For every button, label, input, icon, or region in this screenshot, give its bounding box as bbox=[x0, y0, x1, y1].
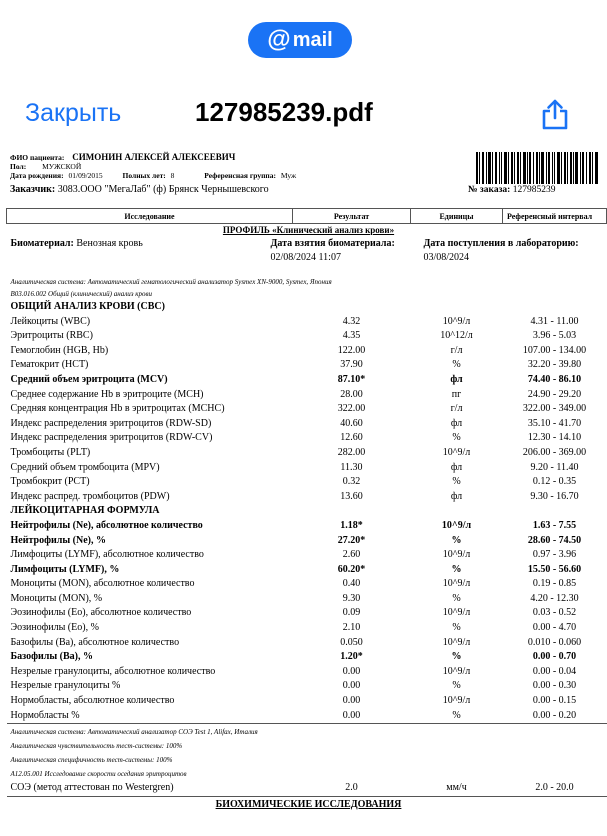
test-name-cell: Нейтрофилы (Ne), % bbox=[10, 534, 106, 546]
ref-cell: 1.63 - 7.55 bbox=[532, 519, 577, 531]
ref-cell: 3.96 - 5.03 bbox=[532, 330, 577, 342]
header-result: Результат bbox=[293, 209, 411, 224]
order-label: № заказа: bbox=[468, 185, 511, 195]
units-cell: г/л bbox=[450, 403, 463, 415]
result-cell: 28.00 bbox=[340, 388, 363, 400]
ref-cell: 4.20 - 12.30 bbox=[530, 592, 579, 604]
section-diff-title: ЛЕЙКОЦИТАРНАЯ ФОРМУЛА bbox=[10, 505, 160, 517]
table-row bbox=[7, 548, 607, 563]
result-cell: 0.00 bbox=[342, 665, 361, 677]
mail-at-icon: @ bbox=[267, 26, 291, 53]
test-name-cell: Нормобласты, абсолютное количество bbox=[10, 695, 175, 707]
result-cell: 87.10* bbox=[337, 373, 366, 385]
table-row bbox=[7, 431, 607, 446]
ref-cell: 0.00 - 0.30 bbox=[532, 680, 577, 692]
table-row bbox=[7, 373, 607, 388]
table-row bbox=[7, 665, 607, 680]
test-name-cell: Нейтрофилы (Ne), абсолютное количество bbox=[10, 519, 203, 531]
patient-fio: СИМОНИН АЛЕКСЕЙ АЛЕКСЕЕВИЧ bbox=[72, 152, 236, 162]
patient-fio-line bbox=[10, 152, 235, 162]
taken-value: 02/08/2024 11:07 bbox=[270, 252, 341, 263]
units-cell: 10^12/л bbox=[440, 330, 473, 342]
units-cell: % bbox=[451, 651, 462, 663]
received-label: Дата поступления в лабораторию: bbox=[423, 238, 579, 249]
test-name-cell: Тромбоциты (PLT) bbox=[10, 446, 91, 458]
mail-pill-container bbox=[0, 22, 600, 58]
table-row bbox=[7, 577, 607, 592]
table-row bbox=[7, 534, 607, 549]
test-name-cell: Средний объем эритроцита (MCV) bbox=[10, 373, 168, 385]
table-row bbox=[7, 694, 607, 709]
table-row bbox=[7, 592, 607, 607]
ref-cell: 35.10 - 41.70 bbox=[527, 417, 582, 429]
table-row bbox=[7, 329, 607, 344]
test-name-cell: Эритроциты (RBC) bbox=[10, 330, 93, 342]
units-cell: 10^9/л bbox=[442, 446, 471, 458]
sensitivity-note: Аналитическая чувствительность тест-системы: 100% bbox=[10, 742, 183, 751]
pdf-document bbox=[0, 150, 600, 836]
units-cell: фл bbox=[450, 417, 463, 429]
biomaterial-row bbox=[7, 237, 607, 266]
esr-units: мм/ч bbox=[446, 782, 467, 794]
analyzer-note-1: Аналитическая система: Автоматический гематологический анализатор Sysmex XN-9000, Sysmex, Япония bbox=[10, 278, 332, 286]
esr-result: 2.0 bbox=[345, 782, 358, 794]
ref-cell: 0.97 - 3.96 bbox=[532, 549, 577, 561]
order-number-line bbox=[468, 185, 555, 195]
mail-logo-label: mail bbox=[292, 28, 333, 51]
ref-cell: 74.40 - 86.10 bbox=[527, 373, 582, 385]
customer-value: 3083.ООО "МегаЛаб" (ф) Брянск Чернышевского bbox=[57, 184, 269, 195]
header-units: Единицы bbox=[411, 209, 503, 224]
units-cell: % bbox=[452, 476, 461, 488]
viewer-nav-bar bbox=[0, 96, 600, 136]
test-name-cell: Незрелые гранулоциты, абсолютное количество bbox=[10, 665, 216, 677]
table-row bbox=[7, 402, 607, 417]
units-cell: 10^9/л bbox=[442, 315, 471, 327]
biomaterial-label: Биоматериал: bbox=[10, 238, 74, 249]
esr-row bbox=[7, 781, 607, 796]
ref-cell: 9.20 - 11.40 bbox=[530, 461, 579, 473]
units-cell: % bbox=[452, 622, 461, 634]
result-cell: 0.32 bbox=[342, 476, 361, 488]
header-ref: Референсный интервал bbox=[503, 209, 607, 224]
header-test: Исследование bbox=[7, 209, 293, 224]
result-cell: 11.30 bbox=[340, 461, 363, 473]
share-icon[interactable] bbox=[540, 98, 570, 130]
result-cell: 1.18* bbox=[340, 519, 363, 531]
result-cell: 0.09 bbox=[342, 607, 361, 619]
test-name-cell: Лимфоциты (LYMF), абсолютное количество bbox=[10, 549, 204, 561]
ref-cell: 0.00 - 0.20 bbox=[532, 709, 577, 721]
table-row bbox=[7, 344, 607, 359]
section-cbc-title: ОБЩИЙ АНАЛИЗ КРОВИ (CBC) bbox=[10, 301, 165, 312]
table-row bbox=[7, 490, 607, 505]
table-row bbox=[7, 417, 607, 432]
table-row bbox=[7, 621, 607, 636]
ref-cell: 0.00 - 0.70 bbox=[532, 651, 577, 663]
biomaterial-dates bbox=[270, 237, 607, 266]
sex-label: Пол: bbox=[10, 162, 27, 171]
ref-cell: 4.31 - 11.00 bbox=[530, 315, 579, 327]
test-name-cell: Нормобласты % bbox=[10, 709, 80, 721]
result-cell: 1.20* bbox=[340, 651, 363, 663]
units-cell: 10^9/л bbox=[442, 636, 471, 648]
units-cell: % bbox=[452, 680, 461, 692]
test-name-cell: Индекс распределения эритроцитов (RDW-CV) bbox=[10, 432, 213, 444]
ref-cell: 15.50 - 56.60 bbox=[527, 563, 582, 575]
table-row bbox=[7, 315, 607, 330]
units-cell: фл bbox=[450, 490, 463, 502]
fio-label: ФИО пациента: bbox=[10, 153, 65, 162]
units-cell: 10^9/л bbox=[442, 578, 471, 590]
patient-sex-line bbox=[10, 162, 81, 171]
table-row bbox=[7, 563, 607, 578]
table-row bbox=[7, 636, 607, 651]
result-cell: 0.40 bbox=[342, 578, 361, 590]
patient-dob: 01/09/2015 bbox=[68, 171, 103, 180]
file-name-title: 127985239.pdf bbox=[195, 97, 373, 127]
result-cell: 0.00 bbox=[342, 695, 361, 707]
ref-cell: 32.20 - 39.80 bbox=[527, 359, 582, 371]
patient-dob-line bbox=[10, 171, 296, 180]
received-value: 03/08/2024 bbox=[423, 252, 470, 263]
test-name-cell: Гемоглобин (HGB, Hb) bbox=[10, 344, 109, 356]
test-name-cell: Тромбокрит (PCT) bbox=[10, 476, 90, 488]
ref-group-label: Референсная группа: bbox=[204, 171, 276, 180]
units-cell: 10^9/л bbox=[442, 695, 471, 707]
test-name-cell: Эозинофилы (Eo), % bbox=[10, 622, 99, 634]
test-name-cell: Незрелые гранулоциты % bbox=[10, 680, 121, 692]
age-label: Полных лет: bbox=[122, 171, 166, 180]
table-row bbox=[7, 679, 607, 694]
units-cell: % bbox=[451, 563, 462, 575]
result-cell: 0.050 bbox=[340, 636, 363, 648]
close-button[interactable]: Закрыть bbox=[25, 99, 122, 127]
units-cell: % bbox=[451, 534, 462, 546]
ref-cell: 0.00 - 0.15 bbox=[532, 695, 577, 707]
ref-cell: 24.90 - 29.20 bbox=[527, 388, 582, 400]
result-cell: 0.00 bbox=[342, 680, 361, 692]
ref-cell: 12.30 - 14.10 bbox=[527, 432, 582, 444]
ref-cell: 107.00 - 134.00 bbox=[522, 344, 587, 356]
table-header-row bbox=[7, 209, 607, 224]
specificity-note: Аналитическая специфичность тест-системы: 100% bbox=[10, 756, 173, 765]
test-name-cell: Индекс распределения эритроцитов (RDW-SD) bbox=[10, 417, 212, 429]
test-code-2: A12.05.001 Исследование скорости оседания эритроцитов bbox=[10, 770, 187, 779]
result-cell: 9.30 bbox=[342, 592, 361, 604]
test-name-cell: Моноциты (MON), абсолютное количество bbox=[10, 578, 195, 590]
test-name-cell: Эозинофилы (Eo), абсолютное количество bbox=[10, 607, 192, 619]
table-row bbox=[7, 461, 607, 476]
ref-cell: 322.00 - 349.00 bbox=[522, 403, 587, 415]
units-cell: 10^9/л bbox=[442, 549, 471, 561]
table-row bbox=[7, 606, 607, 621]
ref-cell: 0.12 - 0.35 bbox=[532, 476, 577, 488]
result-cell: 0.00 bbox=[342, 709, 361, 721]
table-row bbox=[7, 358, 607, 373]
units-cell: % bbox=[452, 592, 461, 604]
table-row bbox=[7, 475, 607, 490]
test-name-cell: Средний объем тромбоцита (MPV) bbox=[10, 461, 160, 473]
customer-label: Заказчик: bbox=[10, 184, 56, 195]
biomaterial-value: Венозная кровь bbox=[76, 238, 143, 249]
units-cell: % bbox=[452, 709, 461, 721]
mail-logo-pill bbox=[248, 22, 352, 58]
units-cell: г/л bbox=[450, 344, 463, 356]
test-name-cell: Гематокрит (HCT) bbox=[10, 359, 89, 371]
cbc-rows bbox=[7, 315, 607, 505]
units-cell: 10^9/л bbox=[442, 665, 471, 677]
units-cell: 10^9/л bbox=[442, 607, 471, 619]
test-name-cell: Индекс распред. тромбоцитов (PDW) bbox=[10, 490, 170, 502]
ref-cell: 0.19 - 0.85 bbox=[532, 578, 577, 590]
diff-rows bbox=[7, 519, 607, 724]
patient-sex: МУЖСКОЙ bbox=[42, 162, 82, 171]
table-row bbox=[7, 519, 607, 534]
ref-cell: 9.30 - 16.70 bbox=[530, 490, 579, 502]
units-cell: 10^9/л bbox=[441, 519, 472, 531]
result-cell: 2.60 bbox=[342, 549, 361, 561]
ref-cell: 206.00 - 369.00 bbox=[522, 446, 587, 458]
units-cell: % bbox=[452, 359, 461, 371]
result-cell: 13.60 bbox=[340, 490, 363, 502]
table-row bbox=[7, 709, 607, 724]
order-number: 127985239 bbox=[512, 185, 556, 195]
test-name-cell: Базофилы (Ba), абсолютное количество bbox=[10, 636, 180, 648]
biomaterial-cell bbox=[7, 237, 293, 266]
test-name-cell: Лейкоциты (WBC) bbox=[10, 315, 91, 327]
result-cell: 27.20* bbox=[337, 534, 366, 546]
test-name-cell: Средняя концентрация Hb в эритроцитах (MCHC) bbox=[10, 403, 225, 415]
table-row bbox=[7, 650, 607, 665]
test-name-cell: Лимфоциты (LYMF), % bbox=[10, 563, 120, 575]
ref-cell: 0.00 - 0.04 bbox=[532, 665, 577, 677]
units-cell: пг bbox=[451, 388, 462, 400]
test-code-1: B03.016.002 Общий (клинический) анализ крови bbox=[10, 290, 153, 298]
section-biochem-title: БИОХИМИЧЕСКИЕ ИССЛЕДОВАНИЯ bbox=[215, 798, 402, 810]
table-row bbox=[7, 446, 607, 461]
customer-line bbox=[10, 184, 269, 195]
taken-label: Дата взятия биоматериала: bbox=[270, 238, 395, 249]
analyzer-note-2: Аналитическая система: Автоматический анализатор СОЭ Test 1, Alifax, Италия bbox=[10, 728, 258, 737]
ref-cell: 28.60 - 74.50 bbox=[527, 534, 582, 546]
patient-age: 8 bbox=[170, 171, 175, 180]
test-name-cell: Базофилы (Ba), % bbox=[10, 651, 93, 663]
result-cell: 4.35 bbox=[342, 330, 361, 342]
esr-name: СОЭ (метод аттестован по Westergren) bbox=[10, 782, 174, 794]
result-cell: 4.32 bbox=[342, 315, 361, 327]
dob-label: Дата рождения: bbox=[10, 171, 64, 180]
profile-title: ПРОФИЛЬ «Клинический анализ крови» bbox=[222, 225, 395, 235]
units-cell: % bbox=[452, 432, 461, 444]
result-cell: 2.10 bbox=[342, 622, 361, 634]
result-cell: 60.20* bbox=[337, 563, 366, 575]
result-cell: 37.90 bbox=[340, 359, 363, 371]
test-name-cell: Моноциты (MON), % bbox=[10, 592, 103, 604]
result-cell: 40.60 bbox=[340, 417, 363, 429]
ref-cell: 0.010 - 0.060 bbox=[527, 636, 582, 648]
table-row bbox=[7, 388, 607, 403]
ref-group: Муж bbox=[280, 171, 297, 180]
result-cell: 282.00 bbox=[337, 446, 366, 458]
ref-cell: 0.03 - 0.52 bbox=[532, 607, 577, 619]
barcode-icon bbox=[476, 152, 600, 184]
result-cell: 122.00 bbox=[337, 344, 366, 356]
units-cell: фл bbox=[450, 373, 463, 385]
result-cell: 12.60 bbox=[340, 432, 363, 444]
esr-ref: 2.0 - 20.0 bbox=[535, 782, 574, 794]
test-name-cell: Среднее содержание Hb в эритроците (MCH) bbox=[10, 388, 204, 400]
units-cell: фл bbox=[450, 461, 463, 473]
results-table bbox=[6, 208, 607, 811]
result-cell: 322.00 bbox=[337, 403, 366, 415]
ref-cell: 0.00 - 4.70 bbox=[532, 622, 577, 634]
